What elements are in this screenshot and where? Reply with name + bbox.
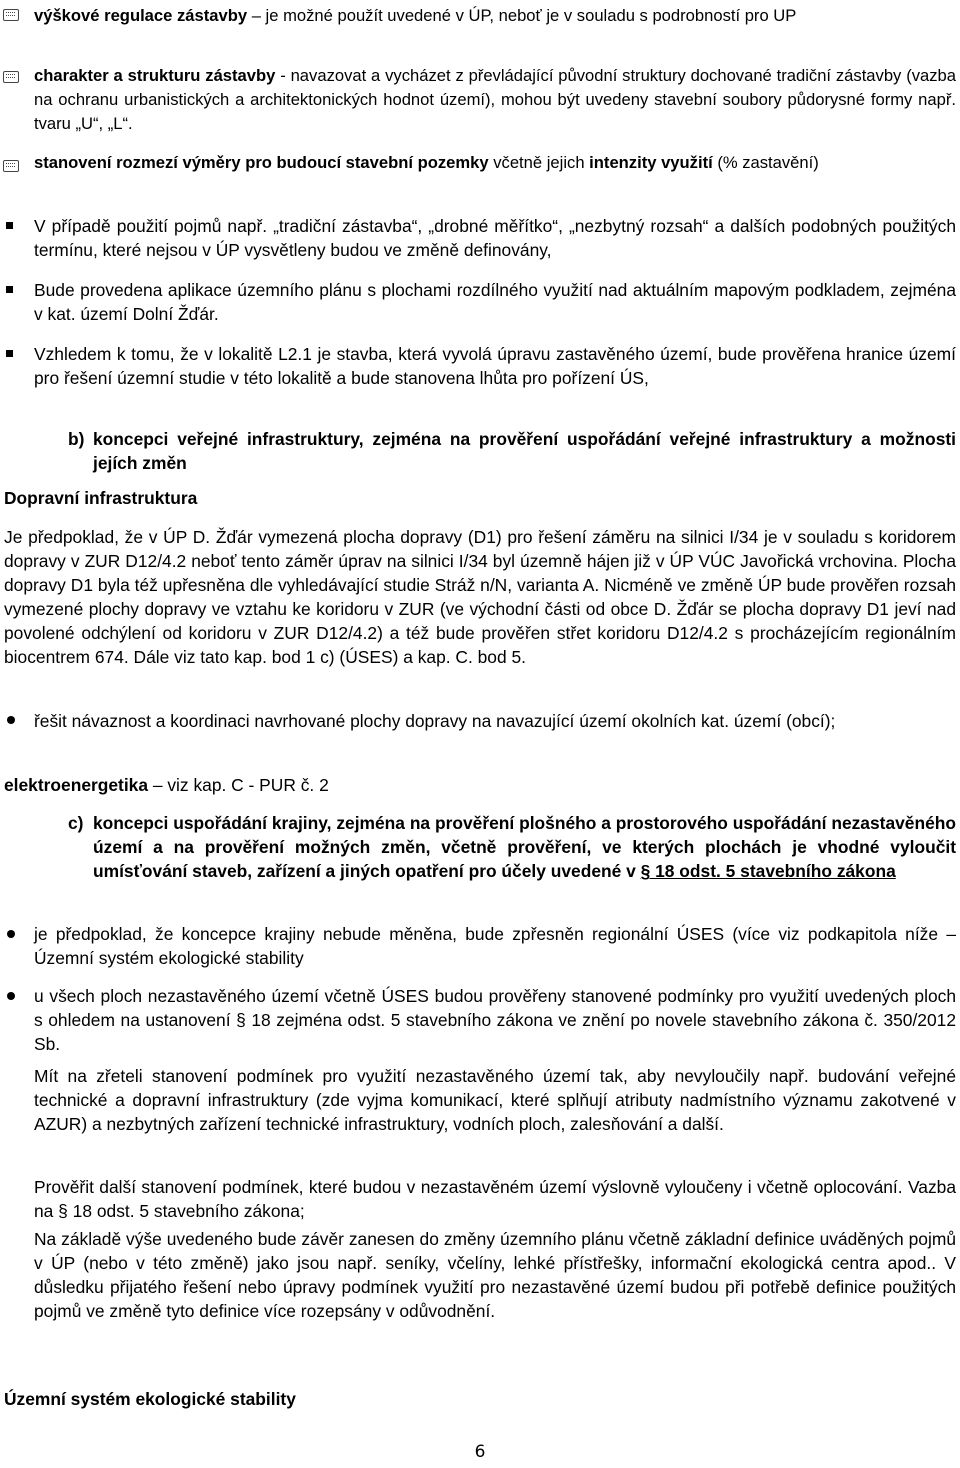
section-title: Územní systém ekologické stability (4, 1389, 296, 1409)
paragraph-text: Mít na zřeteli stanovení podmínek pro využití nezastavěného území tak, aby nevyloučily např. budování veřejné technické a dopravní infrastruktury (zde vyjma komunikací, které splňují atributy nadmístního významu zakotvené v AZUR) a nezbytných zařízení technické infrastruktury, vodních ploch, zalesňování a další. (34, 1066, 956, 1134)
list-item-bold-2: intenzity využití (589, 153, 713, 172)
page-number-text: 6 (474, 1442, 486, 1462)
list-item-text (34, 64, 956, 136)
elektro-line (4, 773, 960, 797)
paragraph-doprava (4, 525, 956, 669)
section-heading (93, 811, 956, 883)
bullet-dot-icon (7, 992, 15, 1000)
list-item-text (34, 4, 956, 28)
list-item (34, 922, 956, 970)
list-item-text (34, 151, 956, 175)
list-item (34, 342, 956, 390)
square-bullet-icon (6, 286, 13, 293)
keyboard-bullet-icon (3, 71, 19, 83)
bullet-dot-icon (7, 716, 15, 724)
page-number (0, 1442, 960, 1462)
paragraph-text: Prověřit další stanovení podmínek, které budou v nezastavěném území výslovně vyloučeny i včetně oplocování. Vazba na § 18 odst. 5 stavebního zákona; (34, 1177, 956, 1221)
list-item-text: je předpoklad, že koncepce krajiny nebude měněna, bude zpřesněn regionální ÚSES (více viz podkapitola níže – Územní systém ekologické stability (34, 924, 956, 968)
list-item-bold: charakter a strukturu zástavby (34, 66, 276, 85)
elektro-text (4, 773, 960, 797)
list-item (34, 214, 956, 262)
law-reference-link[interactable]: § 18 odst. 5 stavebního zákona (640, 861, 896, 881)
section-letter: c) (68, 813, 84, 833)
list-item (34, 984, 956, 1056)
list-item-text: řešit návaznost a koordinaci navrhované plochy dopravy na navazující území okolních kat. území (obcí); (34, 711, 836, 731)
square-bullet-icon (6, 222, 13, 229)
section-letter: b) (68, 429, 85, 449)
list-item-mid: včetně jejich (488, 153, 590, 172)
elektro-rest: – viz kap. C - PUR č. 2 (148, 775, 329, 795)
list-item-bold: výškové regulace zástavby (34, 6, 248, 25)
list-item-text: Bude provedena aplikace územního plánu s plochami rozdílného využití nad aktuálním mapovým podkladem, zejména v kat. území Dolní Žďár. (34, 280, 956, 324)
paragraph-mit (34, 1064, 956, 1136)
section-title: Dopravní infrastruktura (4, 488, 198, 508)
paragraph-proverit (34, 1175, 956, 1223)
heading-uses (4, 1387, 960, 1411)
bullet-dot-icon (7, 930, 15, 938)
keyboard-bullet-icon (3, 9, 19, 21)
list-item (34, 64, 956, 136)
square-bullet-icon (6, 350, 13, 357)
section-heading: koncepci veřejné infrastruktury, zejména na prověření uspořádání veřejné infrastruktury a možnosti jejích změn (93, 429, 956, 473)
keyboard-bullet-icon (3, 160, 19, 172)
list-item-text: Vzhledem k tomu, že v lokalitě L2.1 je stavba, která vyvolá úpravu zastavěného území, bude prověřena hranice území pro řešení územní studie v této lokalitě a bude stanovena lhůta pro pořízení ÚS, (34, 344, 956, 388)
paragraph-text: Je předpoklad, že v ÚP D. Žďár vymezená plocha dopravy (D1) pro řešení záměru na silnici I/34 je v souladu s koridorem dopravy v ZUR D12/4.2 neboť tento záměr úprav na silnici I/34 byl územně hájen již v ÚP VÚC Javořická vrchovina. Plocha dopravy D1 byla též upřesněna dle vyhledávající studie Stráž n/N, varianta A. Nicméně ve změně ÚP bude prověřen rozsah vymezené plochy dopravy ve vztahu ke koridoru v ZUR (ve východní části od obce D. Žďár se plocha dopravy D1 jeví nad povolené odchýlení od koridoru v ZUR D12/4.2) a též bude prověřen střet koridoru D12/4.2 s procházejícím regionálním biocentrem 674. Dále viz tato kap. bod 1 c) (ÚSES) a kap. C. bod 5. (4, 527, 956, 667)
paragraph-zaklad (34, 1227, 956, 1323)
list-item-rest: (% zastavění) (712, 153, 819, 172)
section-c (68, 811, 956, 883)
list-item (34, 278, 956, 326)
list-item (34, 4, 956, 28)
heading-doprava (4, 486, 960, 510)
list-item-rest: - navazovat a vycházet z převládající původní struktury dochované tradiční zástavby (vazba na ochranu urbanistických a architektonických hodnot území), mohou být uvedeny stavební soubory půdorysné formy např. tvaru „U“, „L“. (34, 66, 956, 133)
list-item-rest: – je možné použít uvedené v ÚP, neboť je v souladu s podrobností pro UP (247, 6, 797, 25)
section-heading-text: koncepci uspořádání krajiny, zejména na prověření plošného a prostorového uspořádání nezastavěného území a na prověření možných změn, včetně prověření, ve kterých plochách je vhodné vyloučit umísťování staveb, zařízení a jiných opatření pro účely uvedené v (93, 813, 956, 881)
paragraph-text: Na základě výše uvedeného bude závěr zanesen do změny územního plánu včetně základní definice uváděných pojmů v ÚP (nebo v této změně) jako jsou např. seníky, včelíny, lehké přístřešky, informační ekologická centra apod.. V důsledku přijatého řešení nebo úpravy podmínek využití pro nezastavěné území budou při potřebě definice použitých pojmů ve změně tyto definice více rozepsány v odůvodnění. (34, 1229, 956, 1321)
list-item-text: V případě použití pojmů např. „tradiční zástavba“, „drobné měřítko“, „nezbytný rozsah“ a dalších podobných použitých termínu, které nejsou v ÚP vysvětleny budou ve změně definovány, (34, 216, 956, 260)
list-item (34, 709, 956, 733)
section-b (68, 427, 956, 475)
list-item-bold: stanovení rozmezí výměry pro budoucí stavební pozemky (34, 153, 489, 172)
elektro-bold: elektroenergetika (4, 775, 149, 795)
list-item-text: u všech ploch nezastavěného území včetně ÚSES budou prověřeny stanovené podmínky pro využití uvedených ploch s ohledem na ustanovení § 18 zejména odst. 5 stavebního zákona ve znění po novele stavebního zákona č. 350/2012 Sb. (34, 986, 956, 1054)
list-item (34, 151, 956, 175)
